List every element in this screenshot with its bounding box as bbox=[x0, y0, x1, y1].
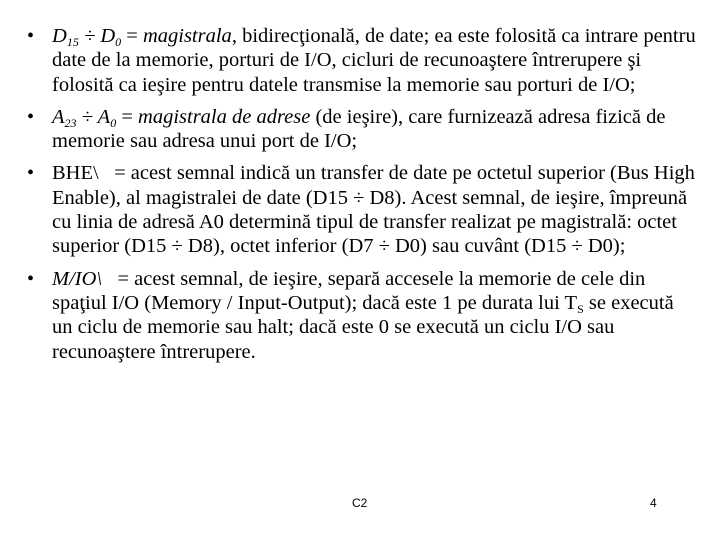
bullet-list bbox=[27, 24, 701, 372]
signal-subscript: 15 bbox=[66, 35, 79, 49]
bullet-icon: • bbox=[27, 25, 35, 47]
range-operator: ÷ bbox=[78, 25, 101, 47]
description-text: = acest semnal, de ieşire, separă accesele la memorie de cele din spaţiul I/O (Memory / Input-Output); dacă este 1 pe durata lui T bbox=[52, 267, 651, 314]
italic-phrase: magistrala bbox=[142, 25, 232, 47]
signal-subscript: 23 bbox=[64, 115, 77, 130]
page-number: 4 bbox=[650, 496, 657, 510]
range-operator: ÷ bbox=[76, 105, 98, 128]
footer-label: C2 bbox=[352, 496, 368, 510]
signal-letter: A bbox=[52, 105, 65, 128]
bullet-item-data-bus bbox=[27, 24, 697, 97]
signal-letter: D bbox=[52, 25, 67, 47]
equals-sign: = bbox=[116, 105, 139, 128]
description-text: , bidirecţională, de date; ea este folosită ca intrare pentru date de la memorie, porturi de I/O, cicluri de recunoaştere întrerupere şi folosită ca ieşire pentru datele transmise la memorie sau porturi de I/O; bbox=[52, 25, 696, 96]
signal-letter-end: A bbox=[97, 105, 111, 128]
description-text: (de ieşire), care furnizează adresa fizică de memorie sau adresa unui port de I/O; bbox=[52, 105, 666, 153]
state-subscript: S bbox=[577, 301, 584, 316]
bullet-icon: • bbox=[27, 267, 35, 290]
equals-sign: = bbox=[121, 25, 143, 47]
italic-phrase: magistrala de adrese bbox=[138, 105, 311, 128]
bullet-item-mio bbox=[27, 267, 697, 364]
signal-letter-end: D bbox=[100, 25, 116, 47]
description-text: = acest semnal indică un transfer de date pe octetul superior (Bus High Enable), al magistralei de date (D15 ÷ D8). Acest semnal, de ieşire, împreună cu linia de adresă A0 determină tipul de transfer realizat pe magistrală: octet superior (D15 ÷ D8), octet inferior (D7 ÷ D0) sau cuvânt (D15 ÷ D0); bbox=[52, 162, 701, 258]
bullet-item-bhe bbox=[27, 161, 701, 258]
signal-name bbox=[52, 25, 121, 47]
signal-name bbox=[52, 106, 116, 128]
bullet-icon: • bbox=[27, 105, 35, 128]
signal-name: BHE\ bbox=[52, 162, 99, 185]
bullet-icon: • bbox=[27, 162, 35, 185]
signal-name: M/IO\ bbox=[52, 267, 103, 290]
signal-subscript-end: 0 bbox=[115, 35, 122, 49]
signal-subscript-end: 0 bbox=[110, 115, 117, 130]
description-text-continued: se execută un ciclu de memorie sau halt; dacă este 0 se execută un ciclu I/O sau recunoaştere întrerupere. bbox=[52, 291, 674, 363]
bullet-item-address-bus bbox=[27, 105, 697, 154]
